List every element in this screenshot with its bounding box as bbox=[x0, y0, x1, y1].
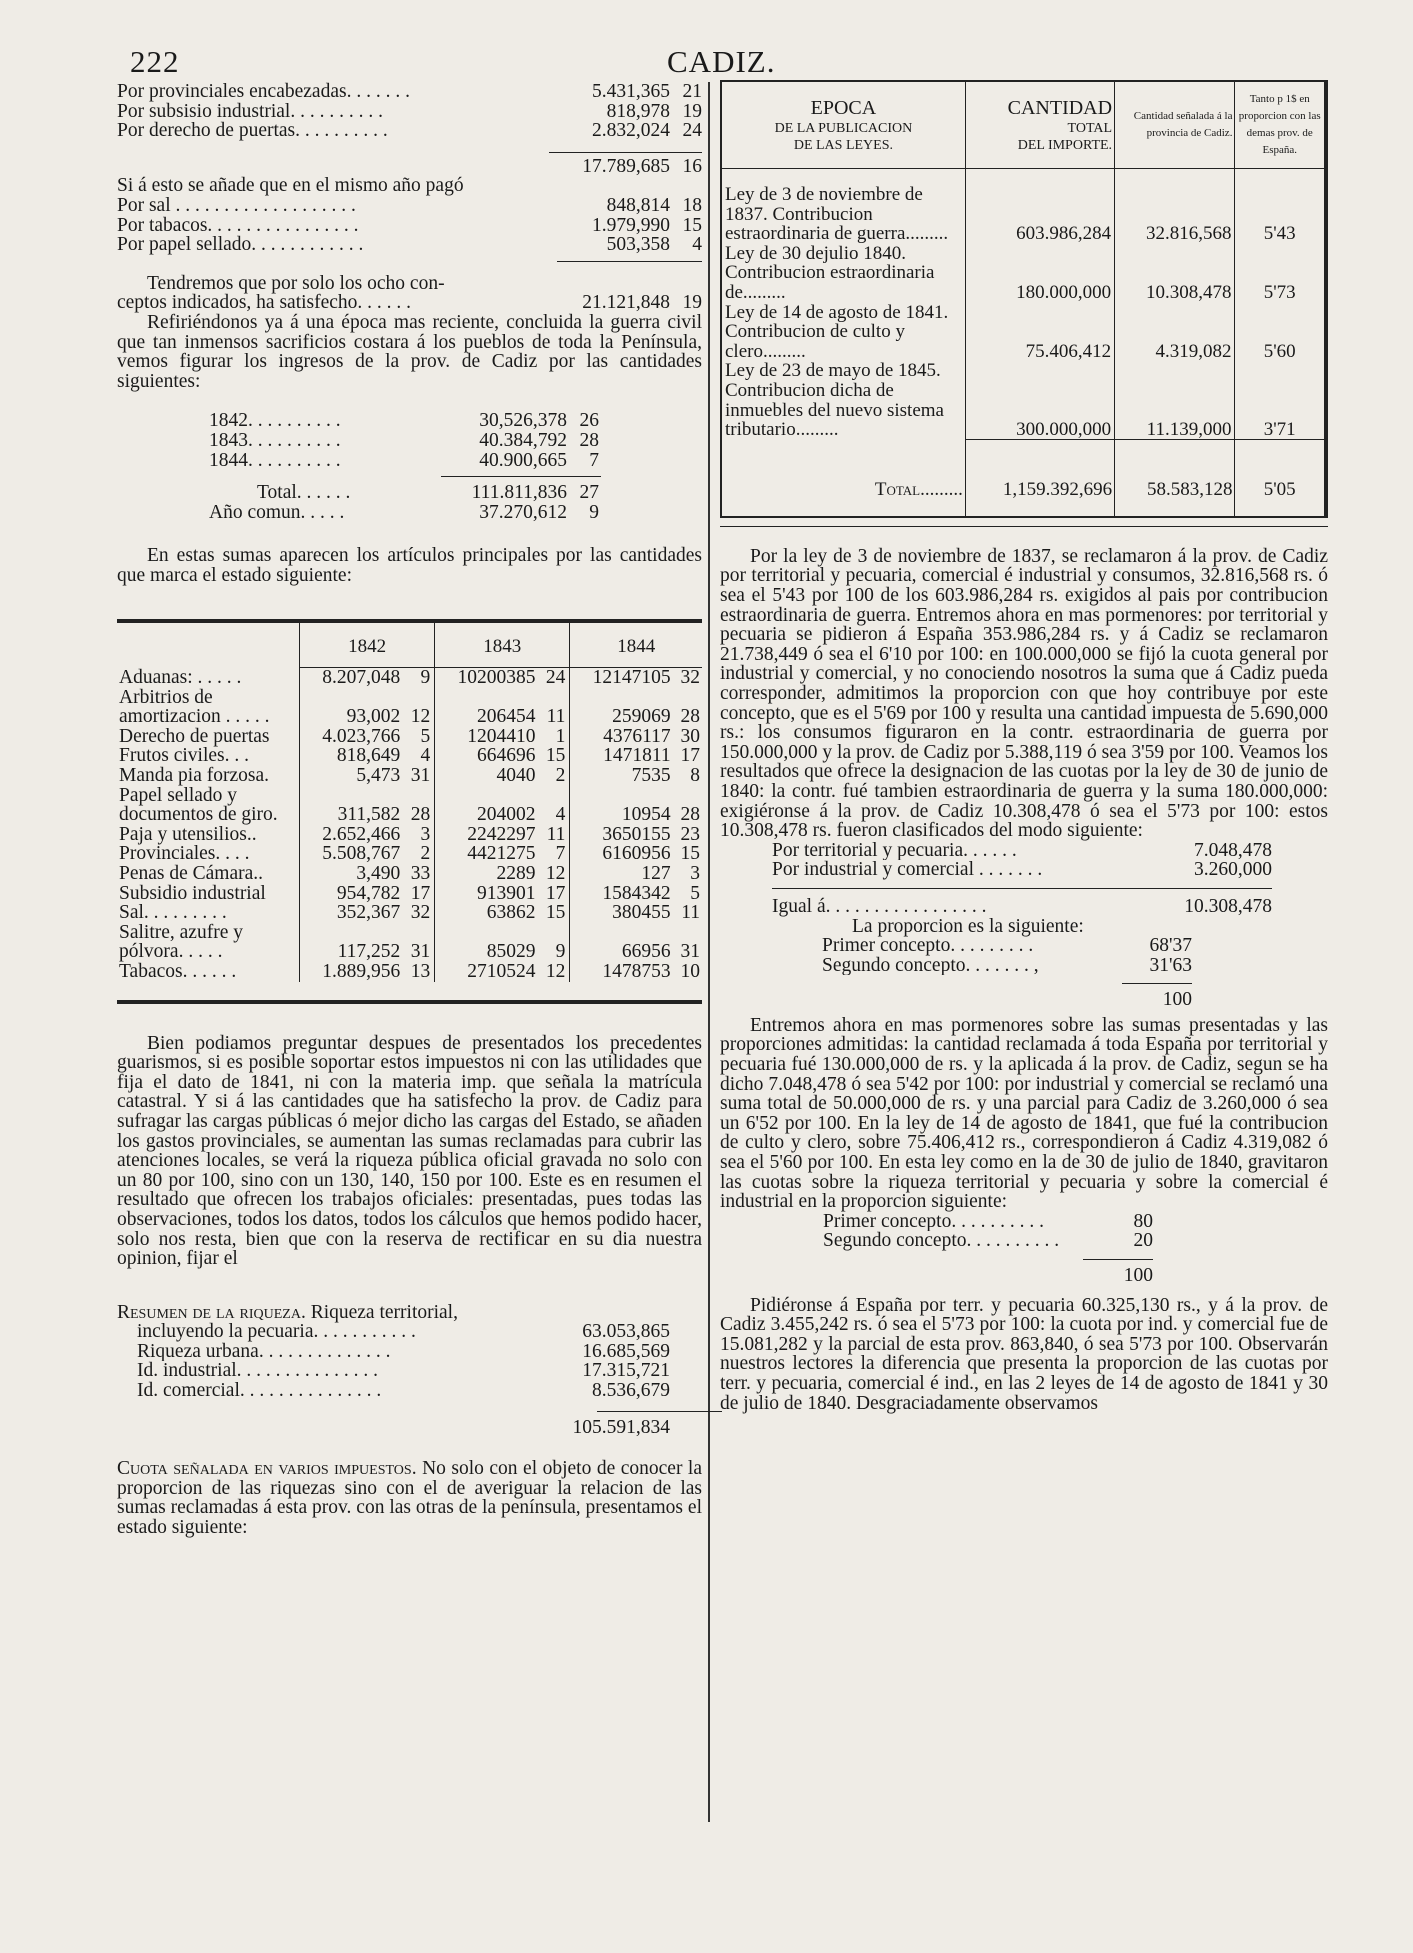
resumen-row: Id. comercial. . . . . . . . . . . . . . . 8.536,679 bbox=[137, 1380, 670, 1402]
paragraph: Por la ley de 3 de noviembre de 1837, se reclamaron á la prov. de Cadiz por territorial y pecuaria, comercial é industrial y consumos, 32.816,568 rs. ó sea el 5'43 por 100 de los 603.986,284 rs. exigidos al pais por contribucion estraordinaria de guerra. Entremos ahora en mas pormenores: por territorial y pecuaria se pidieron á España 353.986,284 rs. y á Cadiz se reclamaron 21.738,449 ó sea el 6'10 por 100: en 100.000,000 se fijó la cuota general por industrial y comercial, y no conociendo nosotros la suma que á Cadiz pueda corresponder, admitimos la proporcion con que hoy contribuye por este concepto, que es el 5'69 por 100 y resulta una cantidad impuesta de 5.690,000 rs.: los consumos figuraron en la contr. estraordinaria de guerra por 150.000,000 y la prov. de Cadiz por 5.388,119 ó sea 3'59 por 100. Veamos los resultados que ofrece la designacion de las cuotas por la ley de 30 de junio de 1840: la contr. fué tambien estraordinaria de guerra y la suma 180.000,000: exigiéronse á la prov. de Cadiz 10.308,478 ó sea el 5'73 por 100: estos 10.308,478 rs. fueron clasificados del modo siguiente: bbox=[720, 545, 1328, 842]
concept-row: Segundo concepto. . . . . . . , 31'63 bbox=[822, 954, 1192, 976]
row-label: Frutos civiles. . . bbox=[117, 746, 300, 766]
value-1844: 10954 bbox=[621, 804, 671, 826]
total-row: Total. . . . . . 111.811,836 27 bbox=[257, 482, 599, 504]
row-label: Tabacos. . . . . . bbox=[117, 962, 300, 982]
row-label: Provinciales. . . . bbox=[117, 844, 300, 864]
value-1844: 66956 bbox=[621, 941, 671, 963]
percentage: 5'60 bbox=[1263, 340, 1296, 362]
resumen-heading: Resumen de la riqueza. Riqueza territorial, bbox=[117, 1301, 458, 1323]
sub-1842: 17 bbox=[402, 884, 434, 904]
value-1842: 2.652,466 bbox=[322, 823, 401, 845]
percentage: 5'73 bbox=[1263, 281, 1296, 303]
year-row: 1843. . . . . . . . . . 40.384,792 28 bbox=[209, 429, 599, 451]
row-label: Aduanas: . . . . . bbox=[117, 668, 300, 688]
value-1843: 1204410 bbox=[467, 725, 536, 747]
sub-1842: 33 bbox=[402, 864, 434, 884]
row-label: Derecho de puertas bbox=[117, 727, 300, 747]
sub-1843: 4 bbox=[537, 786, 569, 825]
value-1843: 664696 bbox=[476, 745, 536, 767]
year-row: 1842. . . . . . . . . . 30,526,378 26 bbox=[209, 410, 599, 432]
split-row: Por territorial y pecuaria. . . . . . 7.048,478 bbox=[772, 839, 1272, 861]
table-header-row bbox=[117, 623, 702, 667]
value-1843: 206454 bbox=[476, 706, 536, 728]
sub-1842: 3 bbox=[402, 825, 434, 845]
value-1843: 85029 bbox=[486, 941, 536, 963]
sub-1844: 17 bbox=[680, 745, 700, 767]
value-1844: 380455 bbox=[612, 902, 671, 924]
sub-1842: 9 bbox=[402, 668, 434, 688]
value-1843: 204002 bbox=[476, 804, 536, 826]
row-label: Manda pia forzosa. bbox=[117, 766, 300, 786]
income-rows-top bbox=[117, 82, 702, 141]
value-1842: 311,582 bbox=[337, 804, 401, 826]
years-list bbox=[209, 411, 599, 522]
tax-row: Por tabacos. . . . . . . . . . . . . . . . 1.979,990 15 bbox=[117, 214, 702, 236]
law-row bbox=[722, 361, 1324, 439]
value-1842: 352,367 bbox=[336, 902, 401, 924]
paragraph: Refiriéndonos ya á una época mas reciente, concluida la guerra civil que tan inmensos sacrificios costara á los pueblos de toda la Península, vemos figurar los ingresos de la prov. de Cadiz por las cantidades siguientes: bbox=[117, 311, 702, 392]
proporcion-line: La proporcion es la siguiente: bbox=[852, 915, 1084, 937]
paragraph: Entremos ahora en mas pormenores sobre las sumas presentadas y las proporciones admitidas: la cantidad reclamada á toda España por territorial y pecuaria fué 130.000,000 de rs. y la aplicada á la prov. de Cadiz, segun se ha dicho 7.048,478 ó sea 5'42 por 100: por industrial y comercial se reclamó una suma total de 50.000,000 de rs. y una parcial para Cadiz de 3.260,000 ó sea un 6'52 por 100. En la ley de 14 de agosto de 1841, que fué la contribucion de culto y clero, sobre 75.406,412 rs., correspondieron á Cadiz 4.319,082 ó sea el 5'60 por 100. En esta ley como en la de 30 de julio de 1840, gravitaron las cuotas sobre la riqueza territorial y pecuaria y sobre la comercial é industrial en la proporcion siguiente: bbox=[720, 1014, 1328, 1213]
sub-1842: 31 bbox=[402, 923, 434, 962]
sub-1842: 13 bbox=[402, 962, 434, 982]
concept-total-row: 100 bbox=[1162, 989, 1192, 1011]
sub-1843: 15 bbox=[537, 746, 569, 766]
table-row bbox=[117, 786, 702, 825]
column-divider bbox=[708, 82, 710, 1822]
paragraph: Pidiéronse á España por terr. y pecuaria 60.325,130 rs., y á la prov. de Cadiz 3.455,242 rs. ó sea el 5'73 por 100: la cuota por ind. y comercial fue de 15.081,282 y la parcial de esta prov. 863,840, ó sea 5'73 por 100. Observarán nuestros lectores la diferencia que presenta la proporcion de las cuotas por terr. y pecuaria, comercial é ind., en las 2 leyes de 14 de agosto de 1841 y 30 de julio de 1840. Desgraciadamente observamos bbox=[720, 1294, 1328, 1414]
sub-1843: 24 bbox=[537, 668, 569, 688]
row-label: Arbitrios de amortizacion . . . . . bbox=[117, 688, 300, 727]
value-1842: 93,002 bbox=[346, 706, 401, 728]
value-1842: 5,473 bbox=[356, 765, 401, 787]
value-1842: 3,490 bbox=[356, 863, 401, 884]
sub-1844: 5 bbox=[690, 882, 700, 904]
value-1844: 259069 bbox=[612, 706, 671, 728]
subtotal-row: 17.789,685 16 bbox=[582, 155, 702, 177]
table-row bbox=[117, 903, 702, 923]
sub-1844: 3 bbox=[690, 863, 700, 884]
sum-rule bbox=[441, 476, 601, 477]
sub-1843: 11 bbox=[537, 825, 569, 845]
value-1843: 2289 bbox=[496, 863, 536, 884]
value-1844: 127 bbox=[641, 863, 671, 884]
row-label: Paja y utensilios.. bbox=[117, 825, 300, 845]
sub-1844: 23 bbox=[680, 823, 700, 845]
total-amount: 75.406,412 bbox=[965, 303, 1114, 362]
table-bottom-rule bbox=[117, 1000, 702, 1004]
table-row bbox=[117, 668, 702, 688]
row-label: Papel sellado y documentos de giro. bbox=[117, 786, 300, 825]
value-1844: 1478753 bbox=[602, 960, 671, 982]
value-1842: 4.023,766 bbox=[322, 725, 401, 747]
sub-1844: 15 bbox=[680, 843, 700, 865]
value-1842: 954,782 bbox=[336, 882, 401, 904]
row-label: Penas de Cámara.. bbox=[117, 864, 300, 884]
percentage: 3'71 bbox=[1263, 418, 1296, 440]
sub-1844: 32 bbox=[680, 667, 700, 689]
total-amount: 603.986,284 bbox=[965, 169, 1114, 244]
income-row: Por provinciales encabezadas. . . . . . . 5.431,365 21 bbox=[117, 81, 702, 102]
left-column bbox=[117, 82, 702, 1538]
value-1844: 12147105 bbox=[592, 667, 671, 689]
value-1843: 913901 bbox=[476, 882, 536, 904]
sub-1844: 8 bbox=[690, 765, 700, 787]
paragraph: En estas sumas aparecen los artículos principales por las cantidades que marca el estado siguiente: bbox=[117, 545, 702, 586]
sub-1843: 15 bbox=[537, 903, 569, 923]
laws-table bbox=[722, 82, 1324, 516]
law-description: Ley de 14 de agosto de 1841. Contribucion de culto y clero......... bbox=[722, 303, 965, 362]
sub-1842: 28 bbox=[402, 786, 434, 825]
income-row: Por derecho de puertas. . . . . . . . . . 2.832,024 24 bbox=[117, 120, 702, 142]
concept-row: Primer concepto. . . . . . . . . 68'37 bbox=[822, 935, 1192, 957]
sub-1842: 12 bbox=[402, 688, 434, 727]
table-row bbox=[117, 825, 702, 845]
value-1844: 1584342 bbox=[602, 882, 671, 904]
value-1842: 818,649 bbox=[336, 745, 401, 767]
law-row bbox=[722, 169, 1324, 244]
sum-rule bbox=[1122, 983, 1192, 984]
law-row bbox=[722, 303, 1324, 362]
laws-total-row: Total......... 1,159.392,696 58.583,128 5'05 bbox=[722, 440, 1324, 516]
total-amount: 180.000,000 bbox=[965, 244, 1114, 303]
igual-row: Igual á. . . . . . . . . . . . . . . . . 10.308,478 bbox=[772, 895, 1272, 917]
table-row bbox=[117, 688, 702, 727]
sub-1843: 2 bbox=[537, 766, 569, 786]
value-1842: 5.508,767 bbox=[322, 843, 401, 865]
sub-1844: 28 bbox=[680, 804, 700, 826]
tendremos-line: Tendremos que por solo los ocho con- bbox=[147, 272, 445, 294]
table-row bbox=[117, 884, 702, 904]
law-row bbox=[722, 244, 1324, 303]
value-1843: 63862 bbox=[486, 902, 536, 924]
resumen-list bbox=[117, 1322, 702, 1437]
sub-1844: 30 bbox=[680, 725, 700, 747]
sub-1843: 7 bbox=[537, 844, 569, 864]
concept-list-2 bbox=[720, 1212, 1153, 1286]
table-row bbox=[117, 864, 702, 884]
column-header: 1843 bbox=[435, 623, 570, 667]
sub-1842: 2 bbox=[402, 844, 434, 864]
column-header-tanto: Tanto p 1$ en proporcion con las demas prov. de España. bbox=[1235, 82, 1324, 169]
column-header-senalada: Cantidad señalada á la provincia de Cadiz. bbox=[1115, 82, 1235, 169]
value-1843: 10200385 bbox=[457, 667, 536, 689]
concept-row: Primer concepto. . . . . . . . . . 80 bbox=[823, 1210, 1153, 1232]
sub-1844: 31 bbox=[680, 941, 700, 963]
law-description: Ley de 30 dejulio 1840. Contribucion estraordinaria de......... bbox=[722, 244, 965, 303]
row-label: Sal. . . . . . . . . bbox=[117, 903, 300, 923]
value-1843: 2242297 bbox=[467, 823, 536, 845]
row-label: Salitre, azufre y pólvora. . . . . bbox=[117, 923, 300, 962]
column-header: 1842 bbox=[300, 623, 435, 667]
sum-rule bbox=[1083, 1259, 1153, 1260]
cadiz-amount: 11.139,000 bbox=[1115, 361, 1235, 439]
sub-1843: 12 bbox=[537, 864, 569, 884]
value-1842: 1.889,956 bbox=[322, 960, 401, 982]
cadiz-amount: 10.308,478 bbox=[1115, 244, 1235, 303]
sub-1842: 4 bbox=[402, 746, 434, 766]
page-number: 222 bbox=[130, 44, 180, 79]
table-row bbox=[117, 962, 702, 982]
row-label: Subsidio industrial bbox=[117, 884, 300, 904]
resumen-row: Riqueza urbana. . . . . . . . . . . . . . 16.685,569 bbox=[137, 1340, 670, 1362]
value-1844: 4376117 bbox=[603, 725, 671, 747]
sub-1843: 11 bbox=[537, 688, 569, 727]
value-1843: 4040 bbox=[496, 765, 536, 787]
concept-total-row: 100 bbox=[1123, 1265, 1153, 1286]
tax-row: Por papel sellado. . . . . . . . . . . . 503,358 4 bbox=[117, 234, 702, 256]
concept-row: Segundo concepto. . . . . . . . . . 20 bbox=[823, 1230, 1153, 1252]
value-1842: 8.207,048 bbox=[322, 667, 401, 689]
split-list bbox=[720, 841, 1272, 1010]
sub-1844: 10 bbox=[680, 960, 700, 982]
laws-table-frame bbox=[720, 80, 1328, 518]
table-bottom-rule bbox=[720, 526, 1328, 527]
resumen-row: Id. industrial. . . . . . . . . . . . . . . 17.315,721 bbox=[137, 1360, 670, 1382]
value-1843: 4421275 bbox=[467, 843, 536, 865]
table-row bbox=[117, 746, 702, 766]
value-1844: 1471811 bbox=[603, 745, 671, 767]
sub-1844: 11 bbox=[681, 902, 700, 924]
value-1843: 2710524 bbox=[467, 960, 536, 982]
year-row: 1844. . . . . . . . . . 40.900,665 7 bbox=[209, 449, 599, 471]
value-1844: 7535 bbox=[631, 765, 671, 787]
sub-1843: 12 bbox=[537, 962, 569, 982]
table-row bbox=[117, 844, 702, 864]
resumen-total-row: 105.591,834 bbox=[572, 1416, 670, 1438]
total-amount: 300.000,000 bbox=[965, 361, 1114, 439]
column-header-epoca: EPOCA DE LA PUBLICACION DE LAS LEYES. bbox=[722, 82, 965, 169]
law-description: Ley de 3 de noviembre de 1837. Contribucion estraordinaria de guerra......... bbox=[722, 169, 965, 244]
right-column bbox=[720, 80, 1328, 1413]
value-1844: 3650155 bbox=[602, 823, 671, 845]
sum-rule bbox=[549, 152, 702, 153]
sum-rule bbox=[597, 1411, 722, 1412]
table-row bbox=[117, 923, 702, 962]
value-1842: 117,252 bbox=[337, 941, 401, 963]
table-row bbox=[117, 727, 702, 747]
paragraph: Cuota señalada en varios impuestos. No solo con el objeto de conocer la proporcion de las riquezas sino con el de averiguar la relacion de las sumas reclamadas á esta prov. con las otras de la península, presentamos el estado siguiente: bbox=[117, 1458, 703, 1539]
column-header-cantidad: CANTIDAD TOTAL DEL IMPORTE. bbox=[965, 82, 1114, 169]
sub-1842: 31 bbox=[402, 766, 434, 786]
sub-1842: 32 bbox=[402, 903, 434, 923]
paragraph: Bien podiamos preguntar despues de presentados los precedentes guarismos, si es posible soportar estos impuestos ni con las utilidades que fija el dato de 1841, ni con la materia imp. que señala la matrícula catastral. Y si á las cantidades que ha satisfecho la prov. de Cadiz para sufragar las cargas públicas ó mejor dicho las cargas del Estado, se añaden los gastos provinciales, se aumentan las sumas reclamadas para cubrir las atenciones locales, se verá la riqueza pública oficial gravada no solo con un 80 por 100, sino con un 130, 140, 150 por 100. Este es en resumen el resultado que ofrecen los trabajos oficiales: presentadas, pues todas las observaciones, todos los datos, todos los cálculos que hemos podido hacer, solo nos resta, bien que con la reserva de rectificar en su dia nuestra opinion, fijar el bbox=[117, 1032, 702, 1270]
resumen-row: incluyendo la pecuaria. . . . . . . . . . . 63.053,865 bbox=[137, 1321, 670, 1343]
sub-1843: 17 bbox=[537, 884, 569, 904]
intro-line: Si á esto se añade que en el mismo año pagó bbox=[117, 175, 464, 197]
page-title: CADIZ. bbox=[667, 44, 776, 79]
sub-1843: 1 bbox=[537, 727, 569, 747]
split-row: Por industrial y comercial . . . . . . . 3.260,000 bbox=[772, 859, 1272, 881]
value-1844: 6160956 bbox=[602, 843, 671, 865]
sum-rule bbox=[772, 888, 1272, 889]
ano-comun-row: Año comun. . . . . 37.270,612 9 bbox=[209, 501, 599, 523]
tax-row: Por sal . . . . . . . . . . . . . . . . . . . 848,814 18 bbox=[117, 194, 702, 216]
sub-1843: 9 bbox=[537, 923, 569, 962]
table-row bbox=[117, 766, 702, 786]
column-header: 1844 bbox=[570, 623, 702, 667]
sub-1842: 5 bbox=[402, 727, 434, 747]
income-row: Por subsisio industrial. . . . . . . . . . 818,978 19 bbox=[117, 100, 702, 122]
percentage: 5'43 bbox=[1263, 223, 1296, 245]
law-description: Ley de 23 de mayo de 1845. Contribucion dicha de inmuebles del nuevo sistema tributario......... bbox=[722, 361, 965, 439]
table-header-row bbox=[722, 82, 1324, 169]
sub-1844: 28 bbox=[680, 706, 700, 728]
cadiz-amount: 4.319,082 bbox=[1115, 303, 1235, 362]
cadiz-amount: 32.816,568 bbox=[1115, 169, 1235, 244]
tendremos-total-row: ceptos indicados, ha satisfecho. . . . . . 21.121,848 19 bbox=[117, 292, 702, 314]
articles-table bbox=[117, 623, 702, 981]
